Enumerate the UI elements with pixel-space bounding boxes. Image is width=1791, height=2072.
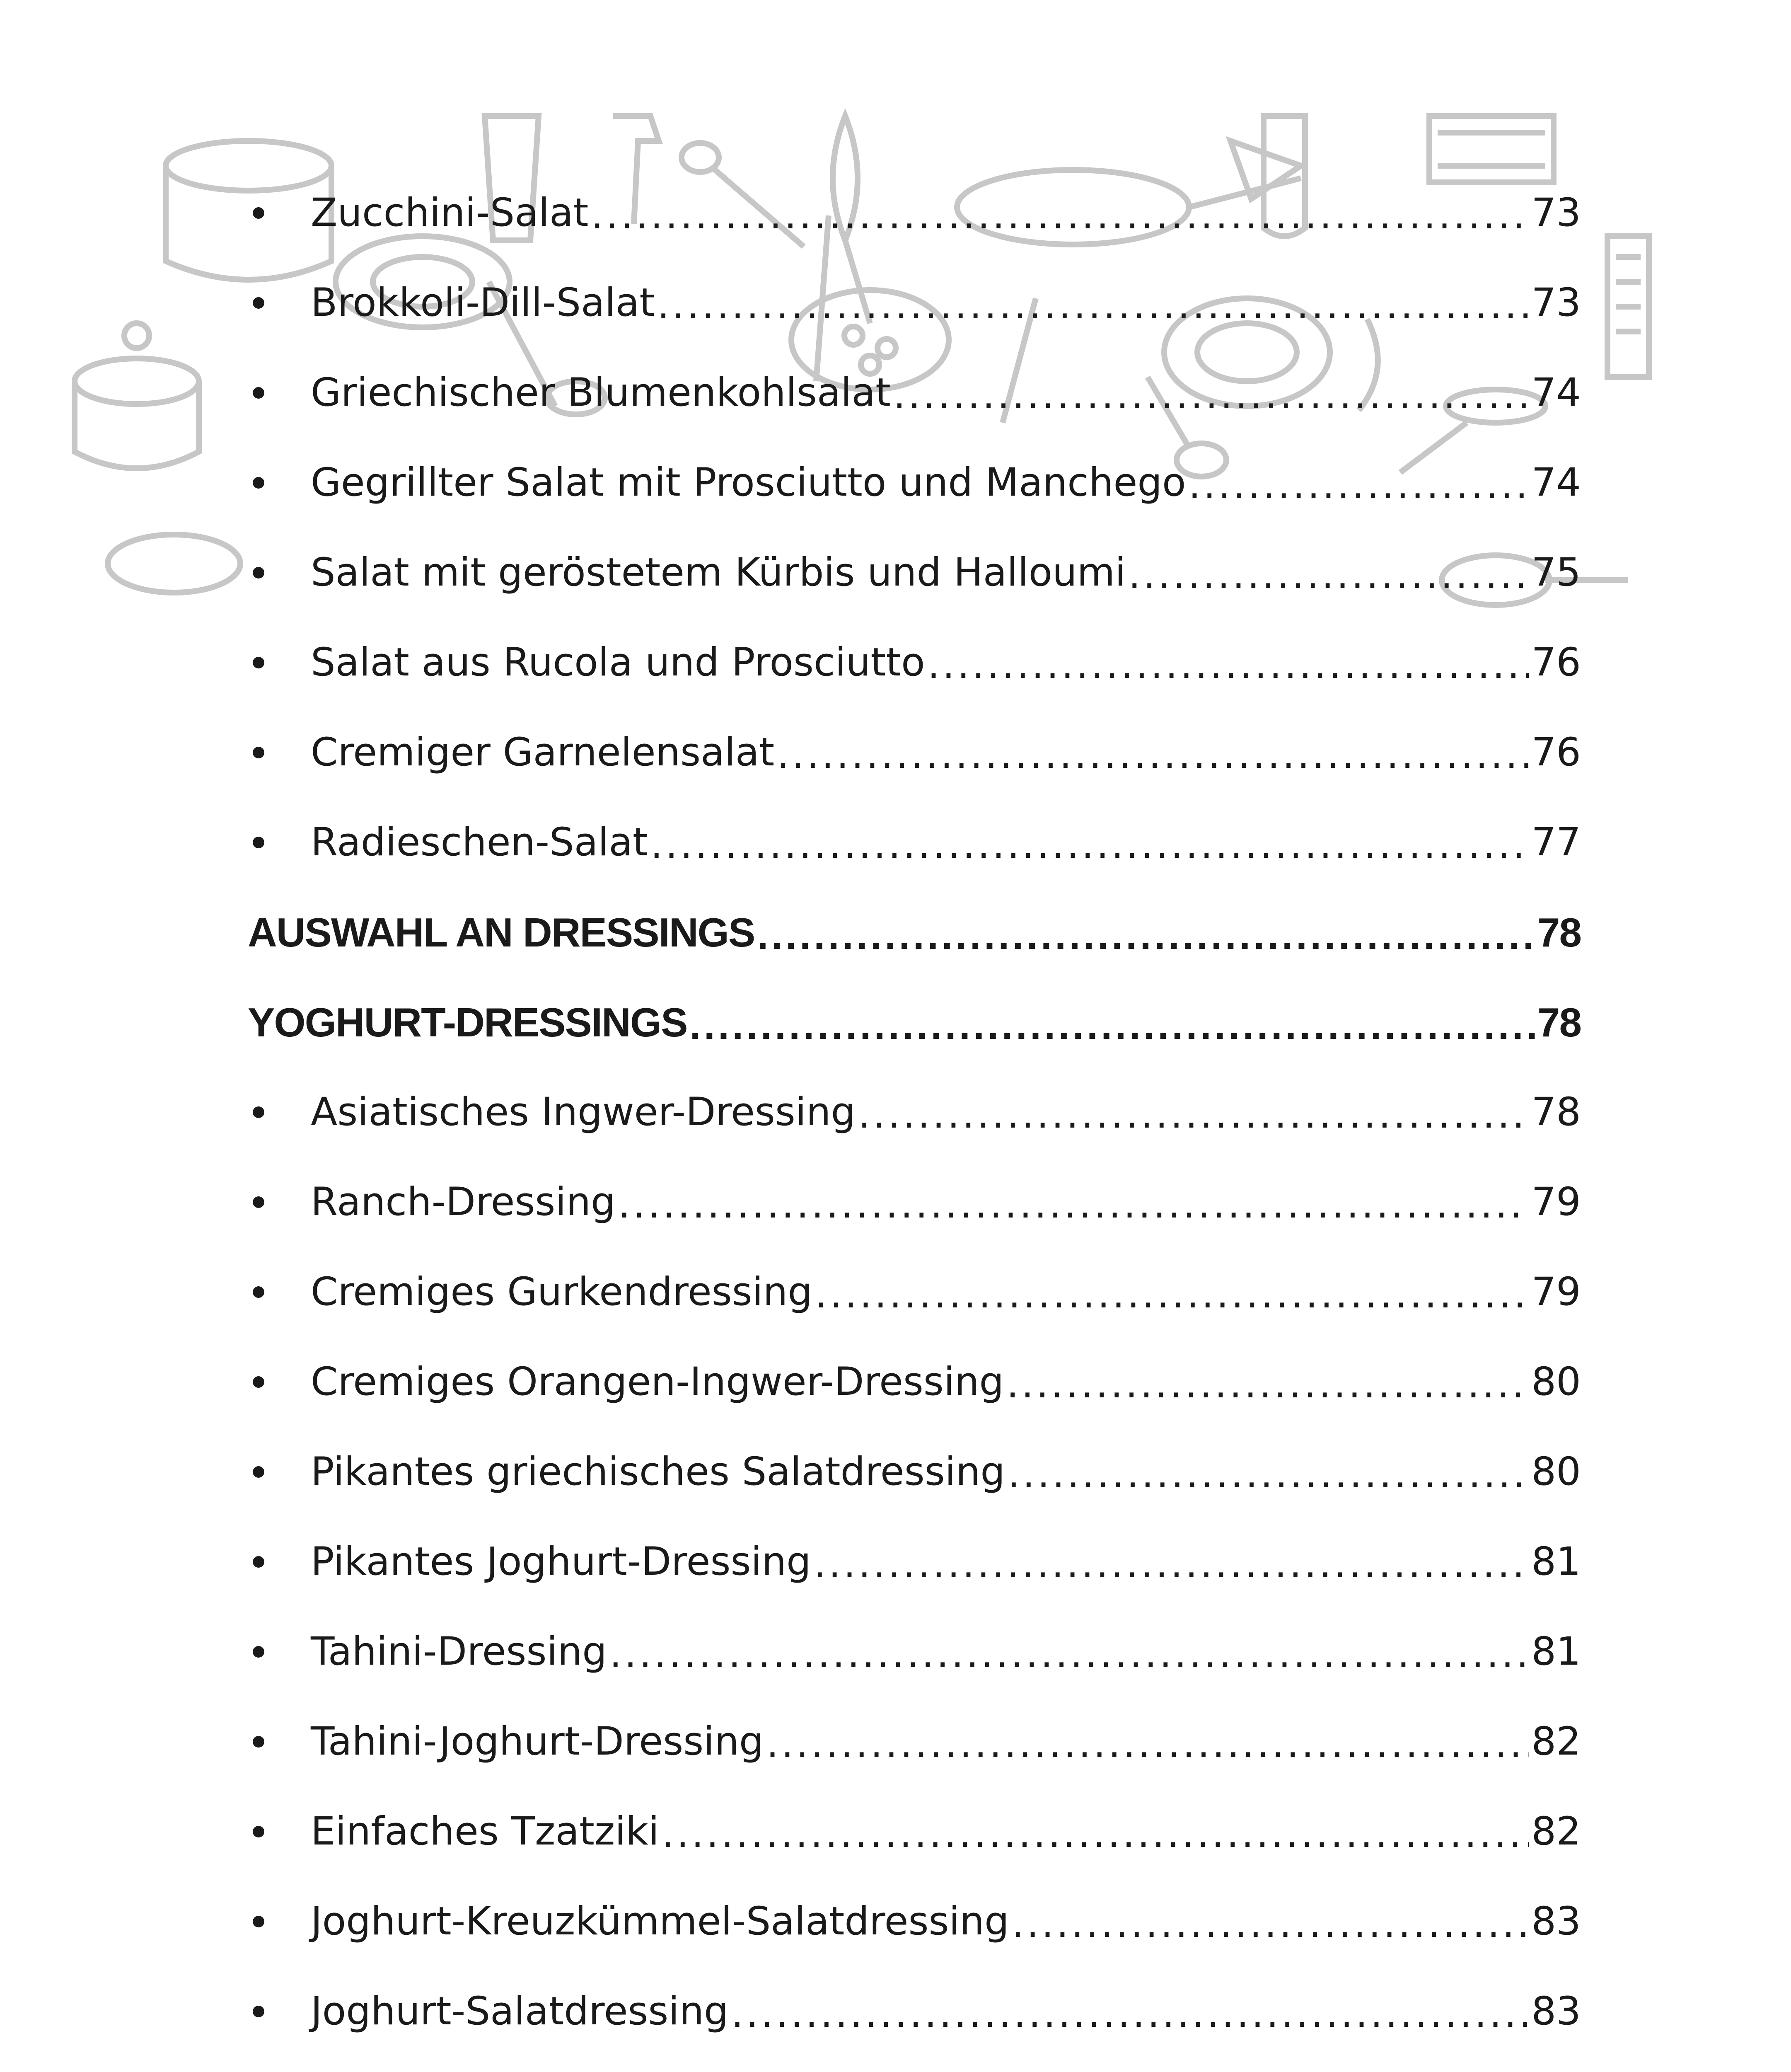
toc-page-number: 75 (1531, 549, 1581, 595)
toc-page-number: 78 (1537, 999, 1581, 1045)
toc-entry-title: Brokkoli-Dill-Salat (311, 280, 655, 325)
dot-leader (1128, 556, 1529, 595)
dot-leader (650, 825, 1529, 864)
bullet-icon (248, 387, 311, 399)
toc-page-number: 82 (1531, 1719, 1581, 1764)
toc-entry[interactable] (248, 1607, 1581, 1697)
bullet-icon (248, 1106, 311, 1118)
toc-page-number: 80 (1531, 1449, 1581, 1494)
dot-leader (1008, 1455, 1529, 1494)
toc-page-number: 79 (1531, 1179, 1581, 1225)
bullet-icon (248, 837, 311, 848)
toc-page-number: 80 (1531, 1359, 1581, 1404)
dot-leader (618, 1185, 1529, 1224)
dot-leader (815, 1275, 1529, 1314)
toc-entry-title: Griechischer Blumenkohlsalat (311, 370, 891, 415)
toc-entry[interactable] (248, 707, 1581, 797)
toc-page-number: 78 (1531, 1089, 1581, 1135)
toc-entry[interactable] (248, 528, 1581, 617)
toc-entry-title: Zucchini-Salat (311, 190, 589, 235)
toc-section-heading[interactable] (248, 887, 1581, 977)
toc-entry-title: Joghurt-Salatdressing (311, 1988, 729, 2034)
bullet-icon (248, 1646, 311, 1658)
toc-page-number: 76 (1531, 729, 1581, 775)
toc-entry-title: Einfaches Tzatziki (311, 1808, 659, 1854)
toc-entry[interactable] (248, 1247, 1581, 1337)
bullet-icon (248, 2006, 311, 2017)
dot-leader (609, 1635, 1529, 1674)
bullet-icon (248, 1376, 311, 1388)
toc-page-number: 76 (1531, 639, 1581, 685)
toc-section-heading[interactable] (248, 977, 1581, 1067)
toc-entry-title: Salat mit geröstetem Kürbis und Halloumi (311, 549, 1126, 595)
dot-leader (1006, 1365, 1529, 1404)
toc-page-number: 83 (1531, 1898, 1581, 1944)
toc-entry[interactable] (248, 1876, 1581, 1966)
toc-entry[interactable] (248, 168, 1581, 258)
bullet-icon (248, 1286, 311, 1298)
toc-entry[interactable] (248, 617, 1581, 707)
toc-page-number: 82 (1531, 1808, 1581, 1854)
toc-entry-title: Joghurt-Kreuzkümmel-Salatdressing (311, 1898, 1009, 1944)
bullet-icon (248, 207, 311, 219)
toc-entry[interactable] (248, 1786, 1581, 1876)
dot-leader (757, 915, 1535, 955)
toc-entry-title: Salat aus Rucola und Prosciutto (311, 639, 925, 685)
toc-entry[interactable] (248, 797, 1581, 887)
dot-leader (591, 196, 1529, 235)
toc-entry[interactable] (248, 1697, 1581, 1786)
toc-entry-title: AUSWAHL AN DRESSINGS (248, 909, 755, 955)
bullet-icon (248, 1736, 311, 1748)
dot-leader (928, 646, 1529, 685)
dot-leader (1012, 1905, 1529, 1944)
toc-page-number: 73 (1531, 190, 1581, 235)
table-of-contents (248, 168, 1581, 2072)
bullet-icon (248, 1916, 311, 1927)
toc-entry-title: YOGHURT-DRESSINGS (248, 999, 687, 1045)
toc-entry[interactable] (248, 438, 1581, 528)
toc-page-number: 78 (1537, 909, 1581, 955)
bullet-icon (248, 1196, 311, 1208)
dot-leader (662, 1815, 1529, 1854)
toc-entry-title: Asiatisches Ingwer-Dressing (311, 1089, 856, 1135)
dot-leader (766, 1725, 1529, 1764)
dot-leader (814, 1545, 1529, 1584)
toc-entry[interactable] (248, 348, 1581, 438)
toc-entry-title: Pikantes Joghurt-Dressing (311, 1539, 811, 1584)
dot-leader (657, 286, 1529, 325)
toc-entry-title: Tahini-Joghurt-Dressing (311, 1719, 764, 1764)
bullet-icon (248, 1556, 311, 1568)
bullet-icon (248, 297, 311, 309)
toc-entry[interactable] (248, 1517, 1581, 1607)
toc-page-number: 74 (1531, 460, 1581, 505)
dot-leader (777, 736, 1529, 775)
toc-page-number: 83 (1531, 1988, 1581, 2034)
toc-entry[interactable] (248, 1337, 1581, 1427)
dot-leader (731, 1995, 1529, 2033)
toc-entry-title: Tahini-Dressing (311, 1629, 607, 1674)
toc-entry[interactable] (248, 258, 1581, 348)
toc-entry[interactable] (248, 1067, 1581, 1157)
toc-entry-title: Ranch-Dressing (311, 1179, 616, 1225)
toc-entry[interactable] (248, 1157, 1581, 1247)
toc-page-number: 81 (1531, 1539, 1581, 1584)
toc-entry-title: Radieschen-Salat (311, 819, 648, 865)
toc-section-heading[interactable] (248, 2056, 1581, 2072)
toc-page-number: 74 (1531, 370, 1581, 415)
bullet-icon (248, 1826, 311, 1837)
bullet-icon (248, 657, 311, 668)
toc-entry-title: Gegrillter Salat mit Prosciutto und Manchego (311, 460, 1186, 505)
toc-page-number: 77 (1531, 819, 1581, 865)
toc-entry-title: Pikantes griechisches Salatdressing (311, 1449, 1005, 1494)
toc-entry[interactable] (248, 1427, 1581, 1517)
toc-entry-title: Cremiges Orangen-Ingwer-Dressing (311, 1359, 1004, 1404)
dot-leader (893, 376, 1529, 415)
bullet-icon (248, 1466, 311, 1478)
bullet-icon (248, 567, 311, 579)
dot-leader (1189, 466, 1529, 505)
dot-leader (689, 1005, 1535, 1045)
toc-page-number: 79 (1531, 1269, 1581, 1314)
bullet-icon (248, 477, 311, 489)
toc-entry-title: Cremiger Garnelensalat (311, 729, 775, 775)
toc-page-number: 81 (1531, 1629, 1581, 1674)
toc-page-number: 73 (1531, 280, 1581, 325)
bullet-icon (248, 747, 311, 758)
toc-entry[interactable] (248, 1966, 1581, 2056)
toc-entry-title: Cremiges Gurkendressing (311, 1269, 813, 1314)
dot-leader (858, 1095, 1529, 1134)
